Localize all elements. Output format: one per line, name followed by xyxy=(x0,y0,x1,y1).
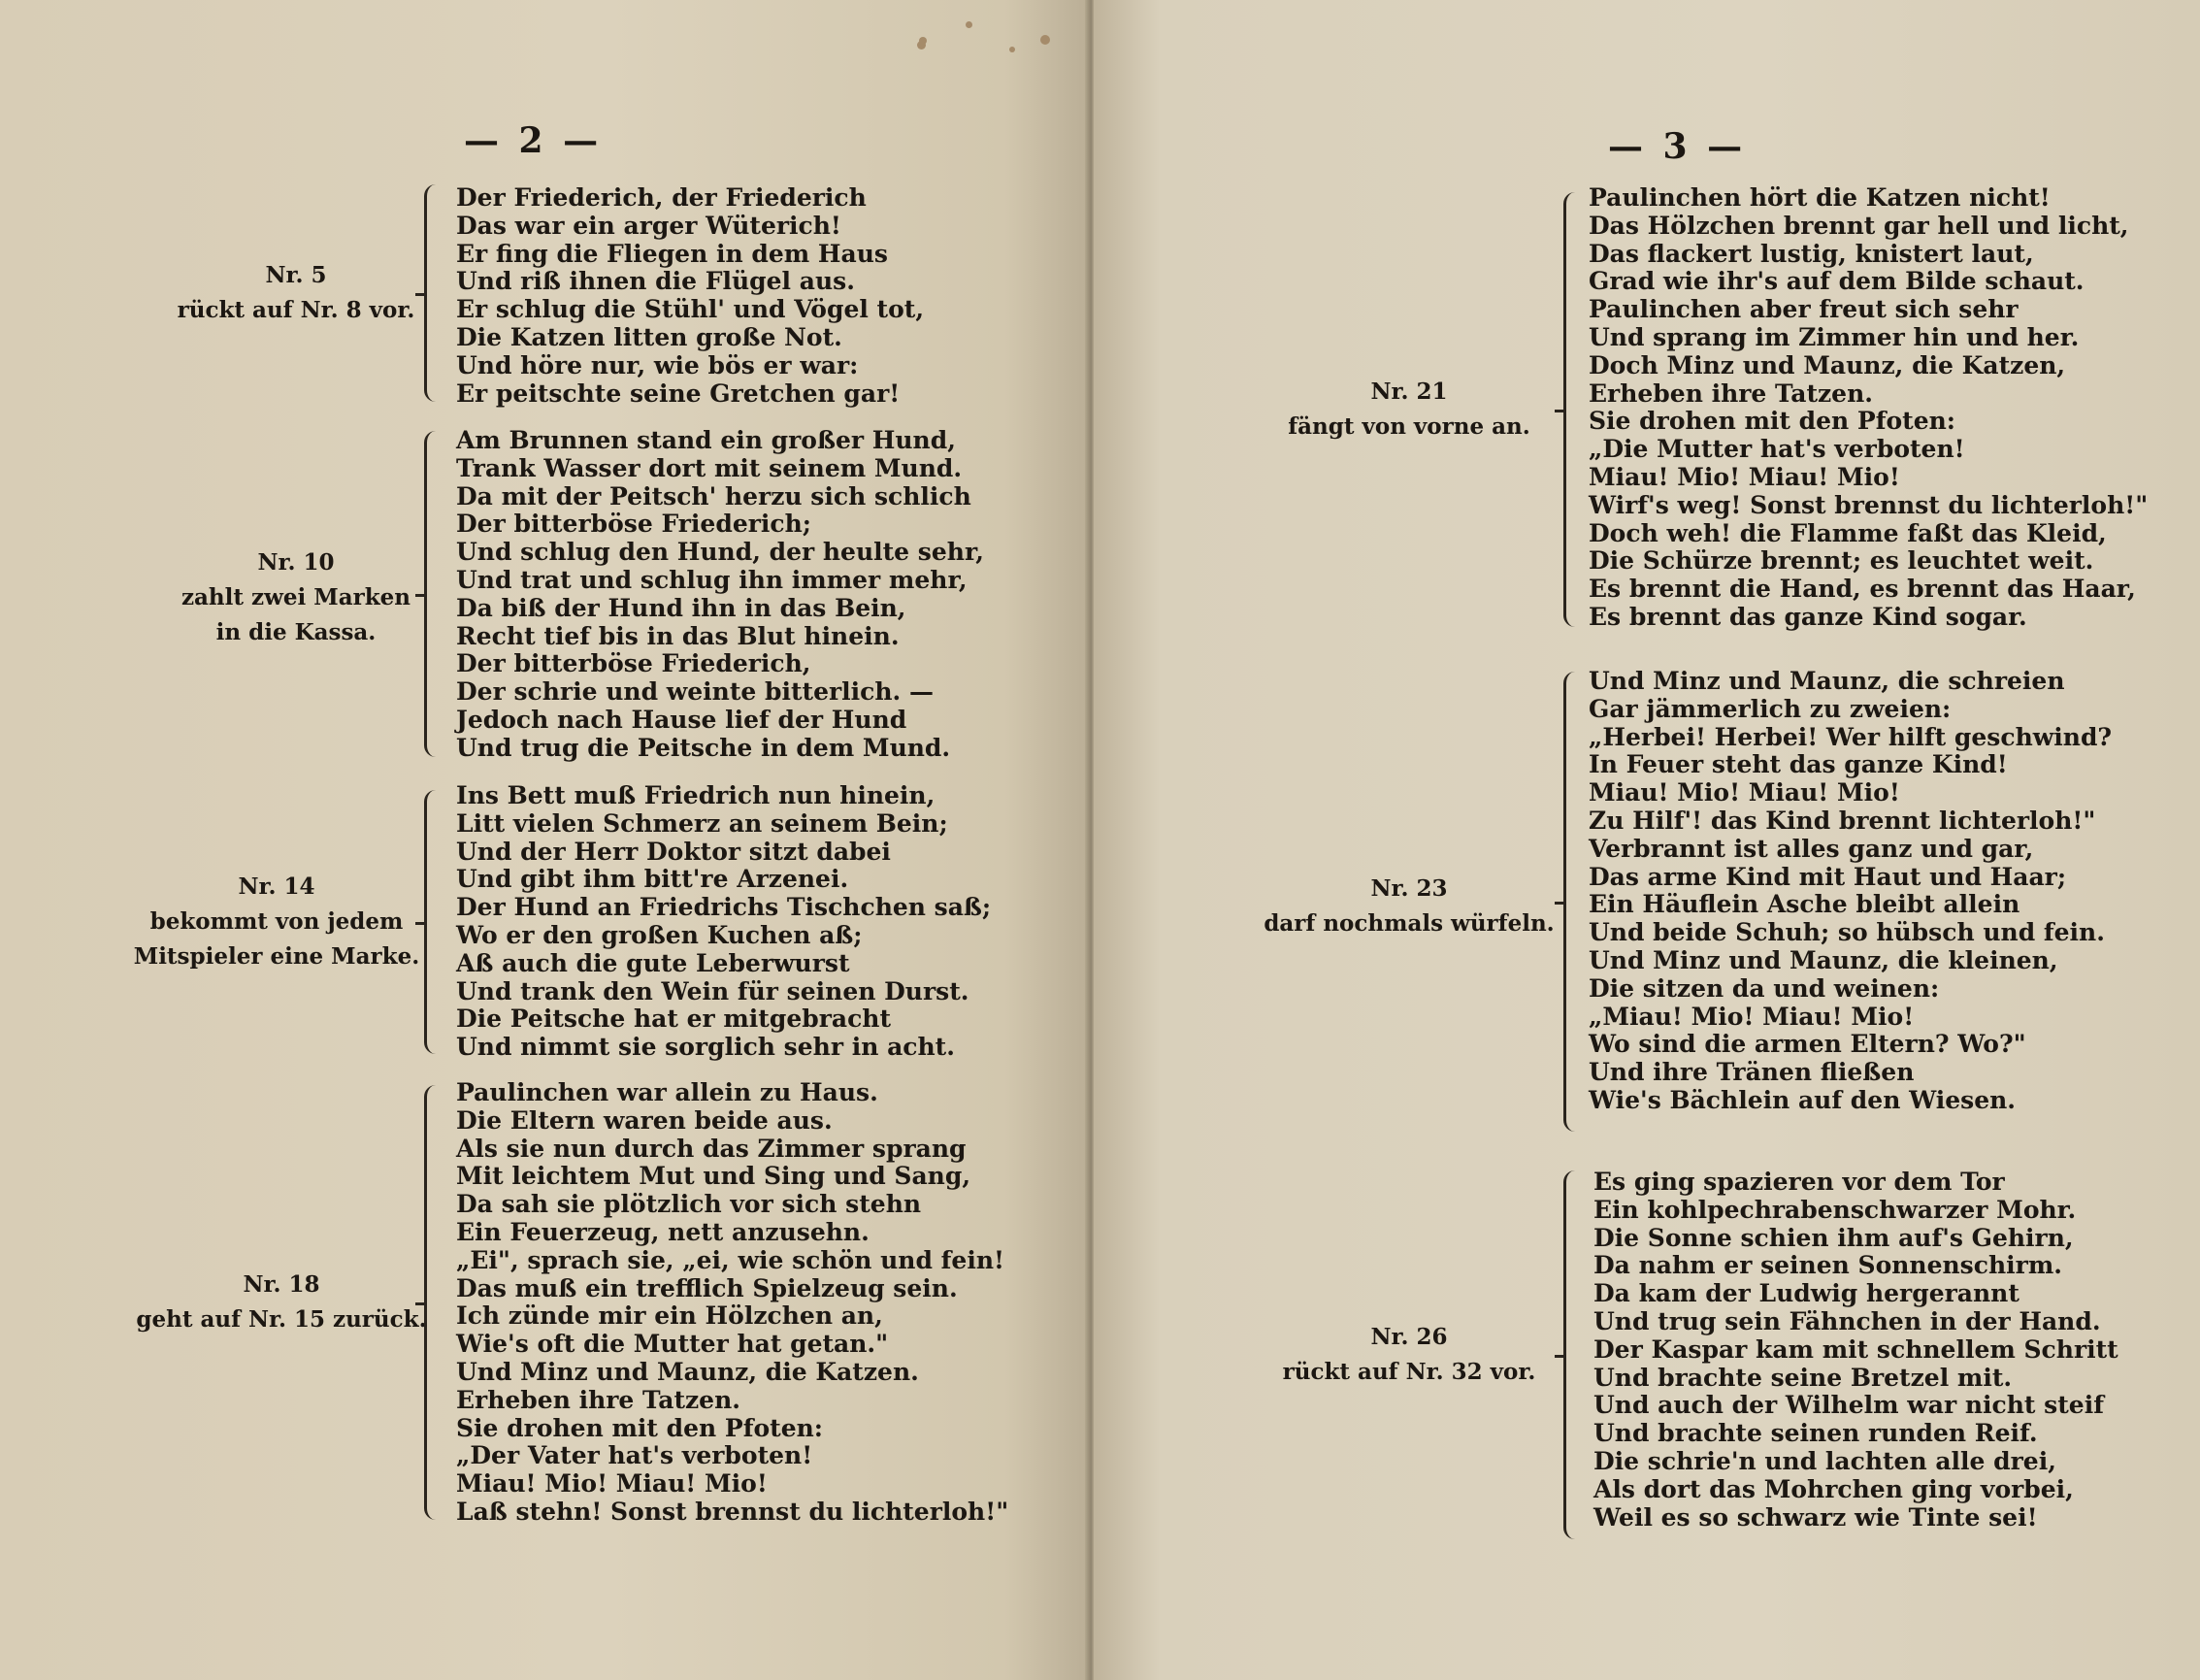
label-instruction: rückt auf Nr. 32 vor. xyxy=(1282,1359,1536,1385)
verse-line: Aß auch die gute Leberwurst xyxy=(456,948,850,977)
verse xyxy=(456,427,984,763)
brace xyxy=(1563,672,1576,1132)
verse-line: Wie's oft die Mutter hat getan." xyxy=(456,1330,889,1359)
verse-line: Und trank den Wein für seinen Durst. xyxy=(456,976,969,1005)
label-instruction: geht auf Nr. 15 zurück. xyxy=(136,1306,427,1333)
verse-line: Das arme Kind mit Haut und Haar; xyxy=(1589,862,2067,891)
verse-line: Ins Bett muß Friedrich nun hinein, xyxy=(456,781,936,809)
verse-line: Die Peitsche hat er mitgebracht xyxy=(456,1005,892,1034)
verse-line: „Herbei! Herbei! Wer hilft geschwind? xyxy=(1589,722,2113,751)
verse-line: Und trug die Peitsche in dem Mund. xyxy=(456,733,951,762)
stanza-label xyxy=(1249,1320,1569,1390)
verse-line: Er peitschte seine Gretchen gar! xyxy=(456,379,901,408)
verse-line: Erheben ihre Tatzen. xyxy=(456,1385,740,1414)
stain xyxy=(917,41,926,49)
brace xyxy=(424,184,437,402)
verse-line: Doch Minz und Maunz, die Katzen, xyxy=(1589,350,2066,379)
verse-line: Und höre nur, wie bös er war: xyxy=(456,350,859,379)
verse-line: Die Sonne schien ihm auf's Gehirn, xyxy=(1593,1223,2074,1252)
verse-line: Da nahm er seinen Sonnenschirm. xyxy=(1593,1251,2062,1280)
label-number: Nr. 14 xyxy=(238,873,315,900)
verse-line: Und riß ihnen die Flügel aus. xyxy=(456,267,855,296)
verse-line: Wo er den großen Kuchen aß; xyxy=(456,920,863,949)
verse-line: Das war ein arger Wüterich! xyxy=(456,211,841,240)
left-page xyxy=(0,0,1092,1680)
verse-line: Und trat und schlug ihn immer mehr, xyxy=(456,565,968,594)
verse-line: Und sprang im Zimmer hin und her. xyxy=(1589,322,2080,351)
verse-line: Als dort das Mohrchen ging vorbei, xyxy=(1593,1474,2074,1503)
label-instruction: rückt auf Nr. 8 vor. xyxy=(177,297,415,323)
verse-line: Sie drohen mit den Pfoten: xyxy=(1589,407,1956,436)
verse-line: Zu Hilf'! das Kind brennt lichterloh!" xyxy=(1589,806,2096,835)
verse-line: Und der Herr Doktor sitzt dabei xyxy=(456,837,891,866)
verse-line: Die Katzen litten große Not. xyxy=(456,322,842,351)
verse-line: Und auch der Wilhelm war nicht steif xyxy=(1593,1391,2104,1420)
verse-line: Paulinchen aber freut sich sehr xyxy=(1589,295,2019,324)
verse-line: Am Brunnen stand ein großer Hund, xyxy=(456,426,956,454)
verse-line: Der bitterböse Friederich; xyxy=(456,510,812,539)
label-number: Nr. 23 xyxy=(1370,875,1448,902)
verse-line: Und trug sein Fähnchen in der Hand. xyxy=(1593,1306,2101,1335)
verse-line: Miau! Mio! Miau! Mio! xyxy=(456,1469,768,1499)
stanza-label xyxy=(136,545,456,650)
verse-line: Miau! Mio! Miau! Mio! xyxy=(1589,778,1900,807)
verse-line: Es brennt das ganze Kind sogar. xyxy=(1589,602,2027,631)
verse-line: Es brennt die Hand, es brennt das Haar, xyxy=(1589,575,2136,604)
brace xyxy=(1563,1170,1576,1539)
verse xyxy=(456,184,924,408)
verse-line: Die Schürze brennt; es leuchtet weit. xyxy=(1589,546,2094,576)
verse xyxy=(456,782,991,1062)
verse-line: Mit leichtem Mut und Sing und Sang, xyxy=(456,1162,971,1191)
verse-line: Erheben ihre Tatzen. xyxy=(1589,379,1873,408)
verse-line: Trank Wasser dort mit seinem Mund. xyxy=(456,453,963,482)
stanza-label xyxy=(1249,872,1569,941)
label-instruction: in die Kassa. xyxy=(215,619,377,645)
verse-line: Das Hölzchen brennt gar hell und licht, xyxy=(1589,211,2129,240)
verse-line: Der bitterböse Friederich, xyxy=(456,649,811,678)
verse-line: „Der Vater hat's verboten! xyxy=(456,1441,813,1470)
verse-line: Das flackert lustig, knistert laut, xyxy=(1589,239,2034,268)
verse-line: Sie drohen mit den Pfoten: xyxy=(456,1413,824,1442)
verse xyxy=(1589,668,2112,1115)
label-number: Nr. 18 xyxy=(243,1271,320,1298)
verse xyxy=(456,1079,1008,1527)
verse xyxy=(1589,184,2148,632)
verse-line: Und beide Schuh; so hübsch und fein. xyxy=(1589,918,2105,947)
verse-line: Recht tief bis in das Blut hinein. xyxy=(456,621,900,650)
verse-line: Er fing die Fliegen in dem Haus xyxy=(456,239,888,268)
verse-line: Paulinchen hört die Katzen nicht! xyxy=(1589,183,2051,212)
label-instruction: bekommt von jedem xyxy=(149,908,404,935)
brace xyxy=(424,431,437,757)
stanza-label xyxy=(107,1268,456,1337)
stanza-label xyxy=(1249,375,1569,445)
verse-line: Die schrie'n und lachten alle drei, xyxy=(1593,1446,2056,1475)
page-number: — 2 — xyxy=(464,120,603,161)
verse-line: Der Friederich, der Friederich xyxy=(456,183,867,212)
verse-line: Ein Häuflein Asche bleibt allein xyxy=(1589,890,2020,919)
verse-line: Doch weh! die Flamme faßt das Kleid, xyxy=(1589,518,2107,547)
label-number: Nr. 10 xyxy=(257,549,335,576)
label-instruction: darf nochmals würfeln. xyxy=(1264,910,1555,937)
label-instruction: zahlt zwei Marken xyxy=(181,584,411,610)
verse-line: Wo sind die armen Eltern? Wo?" xyxy=(1589,1030,2026,1059)
verse-line: Und brachte seine Bretzel mit. xyxy=(1593,1363,2013,1392)
verse-line: Und brachte seinen runden Reif. xyxy=(1593,1419,2038,1448)
label-instruction: fängt von vorne an. xyxy=(1288,413,1530,440)
verse-line: Da biß der Hund ihn in das Bein, xyxy=(456,593,906,622)
verse-line: Der Kaspar kam mit schnellem Schritt xyxy=(1593,1334,2118,1364)
stanza-label xyxy=(136,258,456,328)
label-number: Nr. 26 xyxy=(1370,1324,1448,1350)
stanza-label xyxy=(97,870,456,974)
verse-line: Weil es so schwarz wie Tinte sei! xyxy=(1593,1502,2038,1532)
verse-line: Die Eltern waren beide aus. xyxy=(456,1105,833,1135)
verse-line: Ein kohlpechrabenschwarzer Mohr. xyxy=(1593,1195,2077,1224)
verse-line: „Die Mutter hat's verboten! xyxy=(1589,435,1965,464)
brace xyxy=(424,790,437,1054)
verse-line: Wie's Bächlein auf den Wiesen. xyxy=(1589,1085,2016,1114)
verse-line: Ein Feuerzeug, nett anzusehn. xyxy=(456,1217,870,1246)
verse-line: Jedoch nach Hause lief der Hund xyxy=(456,705,907,734)
verse-line: Laß stehn! Sonst brennst du lichterloh!" xyxy=(456,1497,1009,1526)
verse-line: Der Hund an Friedrichs Tischchen saß; xyxy=(456,893,992,922)
verse-line: Und ihre Tränen fließen xyxy=(1589,1058,1915,1087)
verse-line: In Feuer steht das ganze Kind! xyxy=(1589,750,2008,779)
verse-line: Miau! Mio! Miau! Mio! xyxy=(1589,462,1900,491)
stain xyxy=(966,21,972,28)
verse-line: Gar jämmerlich zu zweien: xyxy=(1589,694,1952,723)
verse-line: „Ei", sprach sie, „ei, wie schön und fein! xyxy=(456,1245,1004,1274)
verse-line: Verbrannt ist alles ganz und gar, xyxy=(1589,834,2034,863)
verse-line: Der schrie und weinte bitterlich. — xyxy=(456,677,934,707)
verse-line: „Miau! Mio! Miau! Mio! xyxy=(1589,1002,1915,1031)
verse-line: Ich zünde mir ein Hölzchen an, xyxy=(456,1301,883,1331)
brace xyxy=(1563,192,1576,627)
verse-line: Grad wie ihr's auf dem Bilde schaut. xyxy=(1589,267,2085,296)
stain xyxy=(1009,47,1015,52)
verse-line: Und schlug den Hund, der heulte sehr, xyxy=(456,538,985,567)
verse-line: Da sah sie plötzlich vor sich stehn xyxy=(456,1190,922,1219)
verse-line: Das muß ein trefflich Spielzeug sein. xyxy=(456,1273,958,1302)
verse-line: Er schlug die Stühl' und Vögel tot, xyxy=(456,295,925,324)
label-number: Nr. 21 xyxy=(1370,379,1448,405)
verse-line: Litt vielen Schmerz an seinem Bein; xyxy=(456,808,948,838)
verse-line: Als sie nun durch das Zimmer sprang xyxy=(456,1134,967,1163)
verse-line: Es ging spazieren vor dem Tor xyxy=(1593,1168,2005,1196)
verse-line: Die sitzen da und weinen: xyxy=(1589,973,1940,1003)
stain xyxy=(1040,35,1050,45)
verse-line: Und gibt ihm bitt're Arzenei. xyxy=(456,865,849,894)
verse xyxy=(1593,1169,2118,1532)
verse-line: Da kam der Ludwig hergerannt xyxy=(1593,1279,2019,1308)
verse-line: Und nimmt sie sorglich sehr in acht. xyxy=(456,1033,955,1062)
brace xyxy=(424,1085,437,1520)
right-page xyxy=(1094,0,2200,1680)
label-number: Nr. 5 xyxy=(265,262,327,288)
verse-line: Paulinchen war allein zu Haus. xyxy=(456,1078,878,1106)
verse-line: Und Minz und Maunz, die kleinen, xyxy=(1589,945,2058,974)
verse-line: Da mit der Peitsch' herzu sich schlich xyxy=(456,481,971,511)
label-instruction: Mitspieler eine Marke. xyxy=(133,943,420,970)
verse-line: Wirf's weg! Sonst brennst du lichterloh!" xyxy=(1589,490,2149,519)
verse-line: Und Minz und Maunz, die schreien xyxy=(1589,667,2065,695)
page-number: — 3 — xyxy=(1608,126,1747,167)
verse-line: Und Minz und Maunz, die Katzen. xyxy=(456,1357,919,1386)
